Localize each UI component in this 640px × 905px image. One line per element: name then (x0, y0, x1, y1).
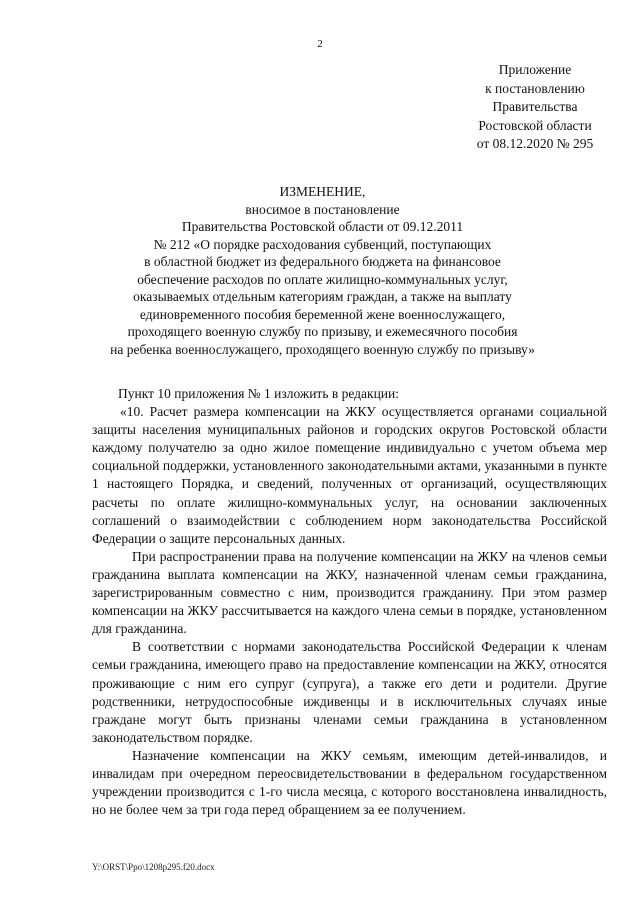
page-number: 2 (317, 38, 323, 50)
heading-line: ИЗМЕНЕНИЕ, (279, 184, 366, 199)
appendix-line: Ростовской области (478, 117, 592, 133)
intro-paragraph: Пункт 10 приложения № 1 изложить в редакции: (118, 386, 400, 401)
heading-line: обеспечение расходов по оплате жилищно-коммунальных услуг, (137, 271, 508, 287)
heading-line: проходящего военную службу по призыву, и ежемесячного пособия (127, 324, 518, 339)
appendix-line: к постановлению (485, 80, 585, 96)
body-paragraph: При распространении права на получение компенсации на ЖКУ на членов семьи гражданина выплата компенсации на ЖКУ, назначенной членам семьи гражданина, зарегистрированным совместно с ним, производится гражданину. При этом размер компенсации на ЖКУ рассчитывается на каждого члена семьи в порядке, установленном для гражданина. (92, 548, 607, 637)
heading-line: на ребенка военнослужащего, проходящего военную службу по призыву» (110, 341, 535, 357)
body-paragraph: Назначение компенсации на ЖКУ семьям, имеющим детей-инвалидов, и инвалидам при очередном переосвидетельствовании в федеральном государственном учреждении производится с 1-го числа месяца, с которого восстановлена инвалидность, но не более чем за три года перед обращением за ее получением. (92, 747, 607, 818)
heading-line: № 212 «О порядке расходования субвенций, поступающих (153, 236, 492, 252)
heading-line: единовременного пособия беременной жене военнослужащего, (139, 306, 506, 322)
appendix-line: от 08.12.2020 № 295 (476, 136, 594, 151)
appendix-line: Приложение (498, 62, 572, 77)
body-paragraph: «10. Расчет размера компенсации на ЖКУ осуществляется органами социальной защиты населения муниципальных районов и городских округов Ростовской области каждому получателю за одно жилое помещение индивидуально с учетом объема мер социальной поддержки, установленного законодательными актами, указанными в пункте 1 настоящего Порядка, и сведений, полученных от организаций, осуществляющих расчеты по оплате жилищно-коммунальных услуг, на основании заключенных соглашений о взаимодействии с соблюдением норм законодательства Российской Федерации о защите персональных данных. (92, 404, 607, 546)
document-heading (100, 183, 545, 358)
document-body (92, 385, 607, 819)
heading-line: оказываемых отдельным категориям граждан, а также на выплату (133, 289, 512, 304)
heading-line: вносимое в постановление (245, 201, 400, 217)
footer-file-path: Y:\ORST\Ppo\1208p295.f20.docx (92, 862, 215, 872)
heading-line: Правительства Ростовской области от 09.12.2011 (181, 219, 464, 234)
appendix-block (440, 61, 630, 154)
heading-line: в областной бюджет из федерального бюджета на финансовое (144, 254, 501, 269)
body-paragraph: В соответствии с нормами законодательства Российской Федерации к членам семьи гражданина, имеющего право на предоставление компенсации на ЖКУ, относятся проживающие с ним его супруг (супруга), а также его дети и родители. Другие родственники, нетрудоспособные иждивенцы и в исключительных случаях иные граждане могут быть признаны членами семьи гражданина в установленном законодательством порядке. (92, 639, 607, 745)
appendix-line: Правительства (492, 99, 578, 114)
